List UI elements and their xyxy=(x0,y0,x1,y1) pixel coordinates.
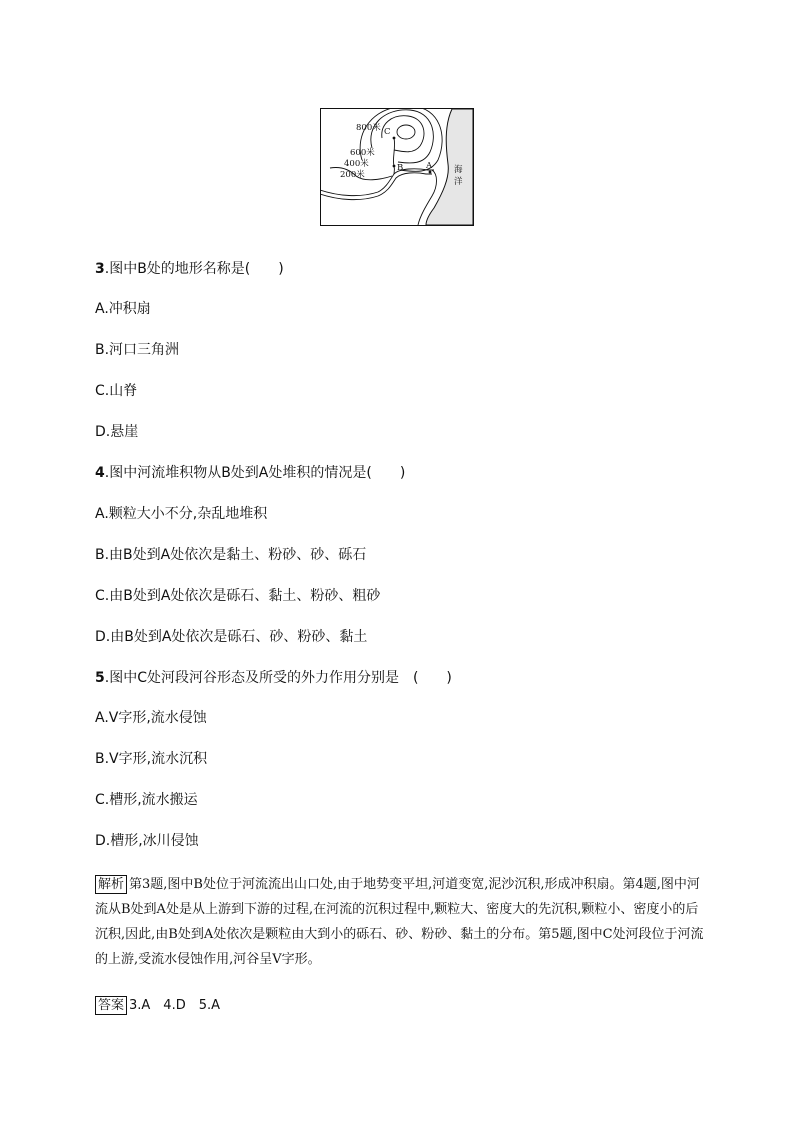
label-b: B xyxy=(397,163,404,173)
question-4-text: .图中河流堆积物从B处到A处堆积的情况是( ) xyxy=(104,465,406,481)
question-3-option-b[interactable]: B.河口三角洲 xyxy=(95,342,180,358)
question-5-stem xyxy=(95,668,452,688)
question-3-text: .图中B处的地形名称是( ) xyxy=(104,261,284,277)
label-600: 600米 xyxy=(350,148,375,158)
label-400: 400米 xyxy=(344,159,369,169)
question-3-option-d[interactable]: D.悬崖 xyxy=(95,424,139,440)
point-a-marker xyxy=(429,171,432,174)
question-4-stem xyxy=(95,463,405,483)
question-3-stem xyxy=(95,259,284,279)
explanation-tag: 解析 xyxy=(95,875,127,894)
question-5-option-c[interactable]: C.槽形,流水搬运 xyxy=(95,792,198,808)
question-3-number: 3 xyxy=(95,261,105,277)
question-4-option-d[interactable]: D.由B处到A处依次是砾石、砂、粉砂、黏土 xyxy=(95,629,368,645)
label-800: 800米 xyxy=(356,123,381,133)
point-c-marker xyxy=(393,137,396,140)
label-a: A xyxy=(426,161,433,171)
question-5-text: .图中C处河段河谷形态及所受的外力作用分别是 ( ) xyxy=(104,670,452,686)
question-5-option-b[interactable]: B.V字形,流水沉积 xyxy=(95,751,208,767)
explanation-block xyxy=(95,872,705,972)
label-c: C xyxy=(384,127,391,137)
question-5-option-d[interactable]: D.槽形,冰川侵蚀 xyxy=(95,833,199,849)
question-5-number: 5 xyxy=(95,670,105,686)
answer-text: 3.A 4.D 5.A xyxy=(129,998,221,1013)
point-b-marker xyxy=(393,165,396,168)
label-sea-1: 海 xyxy=(454,165,463,175)
question-3-option-c[interactable]: C.山脊 xyxy=(95,383,138,399)
answer-block xyxy=(95,996,220,1016)
label-200: 200米 xyxy=(340,170,365,180)
question-4-option-c[interactable]: C.由B处到A处依次是砾石、黏土、粉砂、粗砂 xyxy=(95,588,381,604)
answer-tag: 答案 xyxy=(95,996,127,1015)
question-5-option-a[interactable]: A.V字形,流水侵蚀 xyxy=(95,710,207,726)
label-sea-2: 洋 xyxy=(454,177,463,187)
contour-map-figure xyxy=(320,108,474,226)
explanation-text: 第3题,图中B处位于河流流出山口处,由于地势变平坦,河道变宽,泥沙沉积,形成冲积扇。第4题,图中河流从B处到A处是从上游到下游的过程,在河流的沉积过程中,颗粒大、密度大的先沉积,颗粒小、密度小的后沉积,因此,由B处到A处依次是颗粒由大到小的砾石、砂、粉砂、黏土的分布。第5题,图中C处河段位于河流的上游,受流水侵蚀作用,河谷呈V字形。 xyxy=(95,877,704,967)
contour-map-svg xyxy=(320,108,474,226)
question-4-option-b[interactable]: B.由B处到A处依次是黏土、粉砂、砂、砾石 xyxy=(95,547,367,563)
question-3-option-a[interactable]: A.冲积扇 xyxy=(95,301,151,317)
question-4-option-a[interactable]: A.颗粒大小不分,杂乱地堆积 xyxy=(95,506,268,522)
question-4-number: 4 xyxy=(95,465,105,481)
